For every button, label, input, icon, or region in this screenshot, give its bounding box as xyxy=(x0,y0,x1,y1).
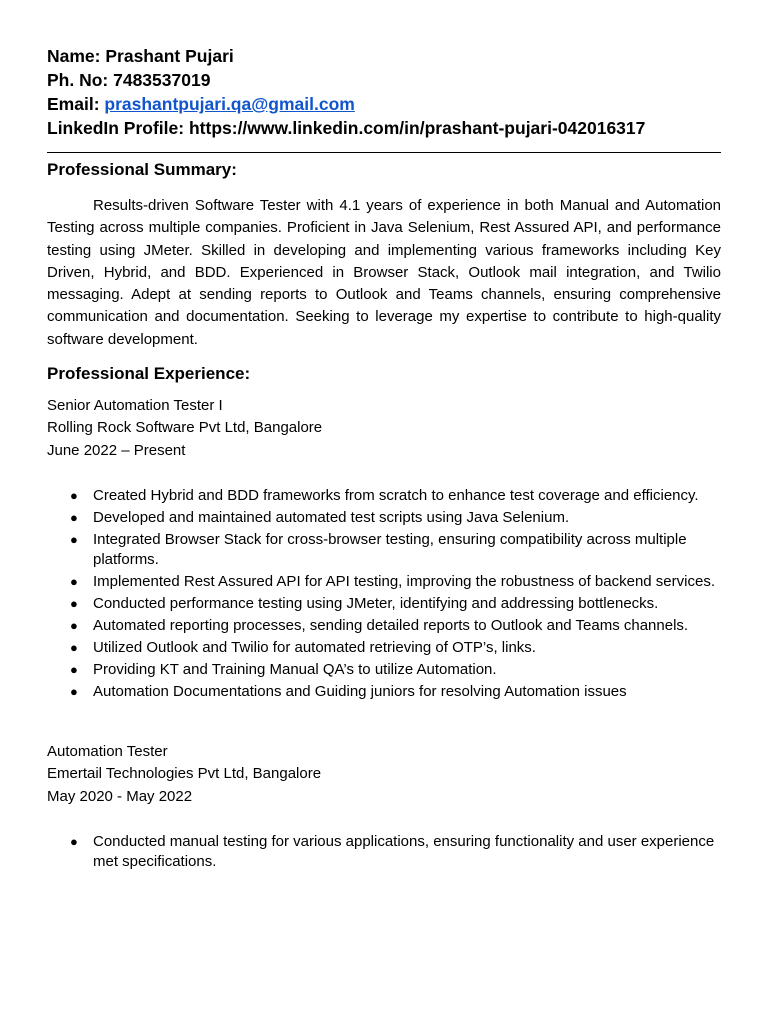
phone-value: 7483537019 xyxy=(113,70,211,90)
header-divider xyxy=(47,152,721,153)
list-item: ● Conducted manual testing for various applications, ensuring functionality and user experience met specifications. xyxy=(70,832,715,871)
phone-line xyxy=(47,68,721,92)
name-value: Prashant Pujari xyxy=(105,46,234,66)
list-item: ● Utilized Outlook and Twilio for automated retrieving of OTP’s, links. xyxy=(47,638,721,659)
summary-text: Results-driven Software Tester with 4.1 years of experience in both Manual and Automation Testing across multiple companies. Proficient in Java Selenium, Rest Assured API, and performance testing using JMeter. Skilled in developing and implementing various frameworks including Key Driven, Hybrid, and BDD. Experienced in Browser Stack, Outlook mail integration, and Twilio messaging. Adept at sending reports to Outlook and Teams channels, ensuring comprehensive communication and documentation. Seeking to leverage my expertise to contribute to high-quality software development. xyxy=(47,197,721,348)
job-senior-automation-tester xyxy=(47,395,721,703)
contact-block xyxy=(47,44,721,140)
job-bullet-list xyxy=(47,486,721,703)
linkedin-label: LinkedIn Profile: xyxy=(47,118,189,138)
bullet-icon: ● xyxy=(70,531,78,547)
job-company: Rolling Rock Software Pvt Ltd, Bangalore xyxy=(47,419,323,437)
job-dates: May 2020 - May 2022 xyxy=(47,787,193,805)
job-bullet-list xyxy=(47,832,721,873)
bullet-icon: ● xyxy=(70,662,78,678)
bullet-icon: ● xyxy=(70,618,78,634)
list-item: ● Developed and maintained automated test scripts using Java Selenium. xyxy=(47,508,721,529)
list-item: ● Automation Documentations and Guiding juniors for resolving Automation issues xyxy=(47,682,721,703)
email-line xyxy=(47,92,721,116)
list-item: ● Integrated Browser Stack for cross-browser testing, ensuring compatibility across multiple platforms. xyxy=(70,530,687,569)
bullet-icon: ● xyxy=(70,640,78,656)
job-title: Automation Tester xyxy=(47,742,168,760)
summary-heading: Professional Summary: xyxy=(47,160,237,179)
bullet-icon: ● xyxy=(70,684,78,700)
bullet-icon: ● xyxy=(70,487,78,503)
phone-label: Ph. No: xyxy=(47,70,114,90)
name-label: Name: xyxy=(47,46,106,66)
list-item: ● Created Hybrid and BDD frameworks from scratch to enhance test coverage and efficiency. xyxy=(47,486,721,507)
name-line xyxy=(47,44,721,68)
job-automation-tester xyxy=(47,741,721,873)
linkedin-url: https://www.linkedin.com/in/prashant-pujari-042016317 xyxy=(188,118,646,138)
list-item: ● Implemented Rest Assured API for API testing, improving the robustness of backend services. xyxy=(47,572,721,593)
email-label: Email: xyxy=(47,94,105,114)
bullet-icon: ● xyxy=(70,833,78,849)
linkedin-line xyxy=(47,116,721,140)
job-dates: June 2022 – Present xyxy=(47,441,186,459)
job-company: Emertail Technologies Pvt Ltd, Bangalore xyxy=(47,765,322,783)
bullet-icon: ● xyxy=(70,509,78,525)
list-item: ● Automated reporting processes, sending detailed reports to Outlook and Teams channels. xyxy=(47,616,721,637)
bullet-icon: ● xyxy=(70,596,78,612)
bullet-icon: ● xyxy=(70,574,78,590)
list-item: ● Conducted performance testing using JMeter, identifying and addressing bottlenecks. xyxy=(47,594,721,615)
experience-heading: Professional Experience: xyxy=(47,364,251,384)
job-title: Senior Automation Tester I xyxy=(47,397,223,415)
email-link[interactable]: prashantpujari.qa@gmail.com xyxy=(104,94,355,114)
list-item: ● Providing KT and Training Manual QA’s to utilize Automation. xyxy=(47,660,721,681)
